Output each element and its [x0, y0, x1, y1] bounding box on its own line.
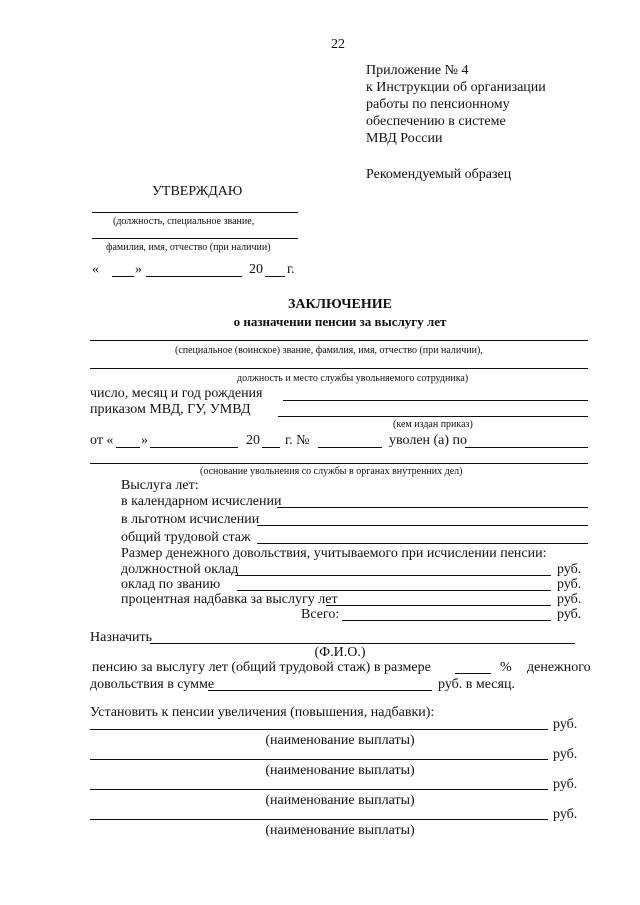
increase-currency-2: руб.	[553, 747, 578, 762]
pay-rank-currency: руб.	[557, 577, 582, 592]
from-close: »	[141, 433, 148, 448]
approve-year-suffix: г.	[287, 262, 295, 277]
page-number: 22	[331, 37, 345, 52]
pay-bonus-label: процентная надбавка за выслугу лет	[121, 592, 338, 607]
position-line	[90, 368, 588, 369]
assign-pension-text: пенсию за выслугу лет (общий трудовой стаж) в размере	[92, 660, 431, 675]
pay-total-line	[342, 620, 551, 621]
increase-line-1	[90, 729, 548, 730]
assign-sum-suffix: руб. в месяц.	[438, 677, 515, 692]
pay-total-currency: руб.	[557, 607, 582, 622]
service-preferential-label: в льготном исчислении	[121, 512, 260, 527]
from-day-line	[116, 447, 140, 448]
order-hint: (кем издан приказ)	[393, 419, 473, 430]
increase-hint-1: (наименование выплаты)	[265, 733, 415, 748]
birth-label: число, месяц и год рождения	[90, 386, 263, 401]
approve-year-line	[265, 276, 285, 277]
increase-line-2	[90, 759, 548, 760]
increase-title: Установить к пенсии увеличения (повышения, надбавки):	[90, 705, 435, 720]
assign-pension-text-2: денежного	[527, 660, 591, 675]
approve-hint-2: фамилия, имя, отчество (при наличии)	[106, 242, 271, 253]
assign-label: Назначить	[90, 630, 153, 645]
service-total-line	[257, 543, 588, 544]
service-calendar-label: в календарном исчислении	[121, 494, 282, 509]
order-label: приказом МВД, ГУ, УМВД	[90, 402, 251, 417]
increase-hint-3: (наименование выплаты)	[265, 793, 415, 808]
assign-percent-line	[455, 673, 491, 674]
assign-fio-line	[150, 643, 575, 644]
assign-percent-sign: %	[500, 660, 512, 675]
appendix-line-5: МВД России	[366, 131, 443, 146]
pay-salary-line	[235, 575, 551, 576]
increase-hint-2: (наименование выплаты)	[265, 763, 415, 778]
increase-line-4	[90, 819, 548, 820]
approve-date-open: «	[92, 262, 99, 277]
position-hint: должность и место службы увольняемого сотрудника)	[237, 373, 469, 384]
appendix-line-3: работы по пенсионному	[366, 97, 510, 112]
pay-salary-label: должностной оклад	[121, 562, 239, 577]
appendix-line-1: Приложение № 4	[366, 63, 469, 78]
increase-hint-4: (наименование выплаты)	[265, 823, 415, 838]
pay-bonus-line	[326, 605, 551, 606]
rank-name-hint: (специальное (воинское) звание, фамилия, имя, отчество (при наличии),	[175, 345, 483, 356]
assign-sum-label: довольствия в сумме	[90, 677, 215, 692]
basis-line	[90, 463, 588, 464]
increase-currency-3: руб.	[553, 777, 578, 792]
doc-subtitle: о назначении пенсии за выслугу лет	[233, 314, 447, 329]
order-line	[278, 416, 588, 417]
approve-line-1	[92, 212, 298, 213]
approve-line-2	[92, 238, 298, 239]
approve-hint-1: (должность, специальное звание,	[113, 216, 255, 227]
appendix-line-2: к Инструкции об организации	[366, 80, 546, 95]
approve-day-line	[112, 276, 134, 277]
service-total-label: общий трудовой стаж	[121, 530, 251, 545]
doc-title: ЗАКЛЮЧЕНИЕ	[287, 297, 393, 312]
from-year-line	[262, 447, 280, 448]
approve-year-prefix: 20	[249, 262, 263, 277]
recommended-sample: Рекомендуемый образец	[366, 167, 512, 182]
pay-salary-currency: руб.	[557, 562, 582, 577]
from-year-prefix: 20	[246, 433, 260, 448]
increase-line-3	[90, 789, 548, 790]
appendix-line-4: обеспечению в системе	[366, 114, 506, 129]
pay-bonus-currency: руб.	[557, 592, 582, 607]
pay-rank-line	[237, 590, 551, 591]
service-preferential-line	[257, 525, 588, 526]
increase-currency-1: руб.	[553, 717, 578, 732]
pay-rank-label: оклад по званию	[121, 577, 221, 592]
approve-date-close: »	[135, 262, 142, 277]
from-open: от «	[90, 433, 114, 448]
increase-currency-4: руб.	[553, 807, 578, 822]
approve-title: УТВЕРЖДАЮ	[152, 184, 243, 199]
from-month-line	[150, 447, 238, 448]
dismissed-label: уволен (а) по	[389, 433, 468, 448]
approve-month-line	[146, 276, 242, 277]
birth-line	[283, 400, 588, 401]
service-title: Выслуга лет:	[121, 478, 199, 493]
from-number-line	[318, 447, 382, 448]
assign-sum-line	[208, 690, 432, 691]
pay-total-label: Всего:	[301, 607, 340, 622]
service-calendar-line	[277, 507, 588, 508]
rank-name-line	[90, 340, 588, 341]
basis-hint: (основание увольнения со службы в органах внутренних дел)	[200, 466, 463, 477]
assign-fio-hint: (Ф.И.О.)	[314, 645, 366, 660]
dismissed-line	[465, 447, 588, 448]
pay-title: Размер денежного довольствия, учитываемого при исчислении пенсии:	[121, 546, 547, 561]
from-number-label: г. №	[285, 433, 310, 448]
